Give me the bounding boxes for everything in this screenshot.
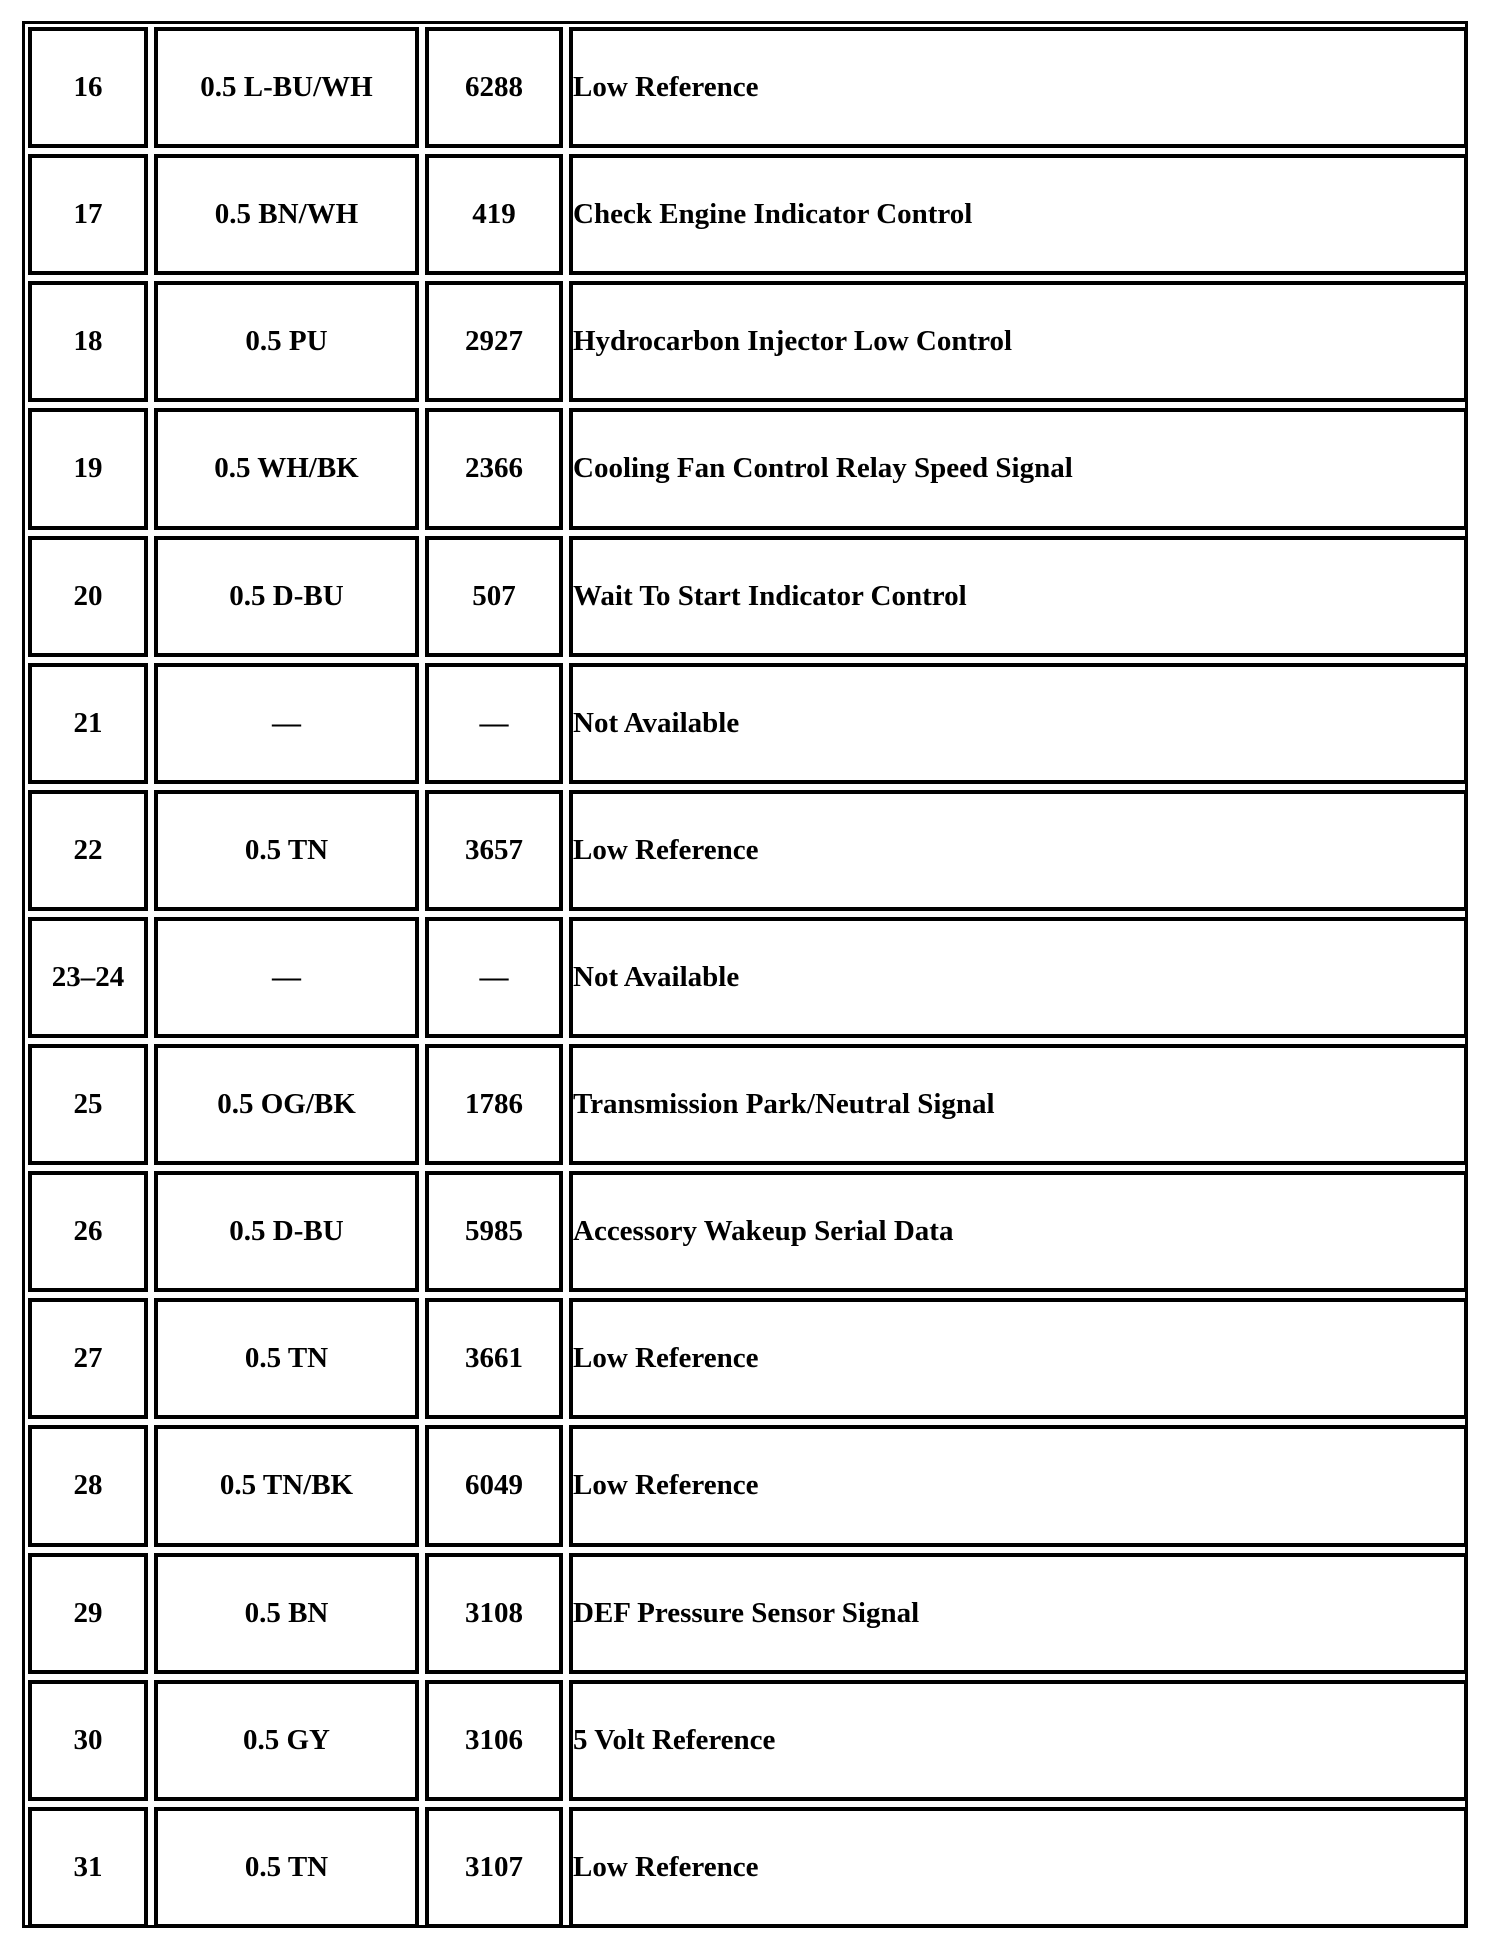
table-row: [28, 1298, 1468, 1419]
circuit-number-cell: 419: [425, 154, 563, 275]
table-row: [28, 790, 1468, 911]
function-description-cell: Transmission Park/Neutral Signal: [569, 1044, 1468, 1165]
wire-size-color-cell: 0.5 D-BU: [154, 536, 419, 657]
pin-number-cell: 17: [28, 154, 148, 275]
wire-size-color-cell: —: [154, 917, 419, 1038]
wire-size-color-cell: 0.5 WH/BK: [154, 408, 419, 529]
pin-number-cell: 22: [28, 790, 148, 911]
wire-size-color-cell: 0.5 TN/BK: [154, 1425, 419, 1546]
circuit-number-cell: 3107: [425, 1807, 563, 1928]
function-description-cell: Low Reference: [569, 790, 1468, 911]
function-description-cell: Hydrocarbon Injector Low Control: [569, 281, 1468, 402]
function-description-cell: Not Available: [569, 663, 1468, 784]
circuit-number-cell: 3108: [425, 1553, 563, 1674]
circuit-number-cell: 507: [425, 536, 563, 657]
table-row: [28, 154, 1468, 275]
pin-number-cell: 16: [28, 27, 148, 148]
pin-number-cell: 28: [28, 1425, 148, 1546]
wire-size-color-cell: 0.5 TN: [154, 1298, 419, 1419]
connector-pinout-table-frame: [22, 21, 1468, 1928]
pinout-table-body: [28, 27, 1468, 1928]
table-row: [28, 1044, 1468, 1165]
table-row: [28, 1680, 1468, 1801]
function-description-cell: Cooling Fan Control Relay Speed Signal: [569, 408, 1468, 529]
table-row: [28, 27, 1468, 148]
pin-number-cell: 18: [28, 281, 148, 402]
wire-size-color-cell: —: [154, 663, 419, 784]
wire-size-color-cell: 0.5 TN: [154, 790, 419, 911]
table-row: [28, 1807, 1468, 1928]
wire-size-color-cell: 0.5 L-BU/WH: [154, 27, 419, 148]
circuit-number-cell: 2927: [425, 281, 563, 402]
table-row: [28, 281, 1468, 402]
function-description-cell: Low Reference: [569, 27, 1468, 148]
circuit-number-cell: 2366: [425, 408, 563, 529]
function-description-cell: Wait To Start Indicator Control: [569, 536, 1468, 657]
function-description-cell: Low Reference: [569, 1807, 1468, 1928]
connector-pinout-table: [22, 21, 1474, 1934]
table-row: [28, 1171, 1468, 1292]
table-row: [28, 663, 1468, 784]
circuit-number-cell: 3106: [425, 1680, 563, 1801]
wire-size-color-cell: 0.5 GY: [154, 1680, 419, 1801]
function-description-cell: DEF Pressure Sensor Signal: [569, 1553, 1468, 1674]
pin-number-cell: 20: [28, 536, 148, 657]
circuit-number-cell: 1786: [425, 1044, 563, 1165]
function-description-cell: Accessory Wakeup Serial Data: [569, 1171, 1468, 1292]
table-row: [28, 408, 1468, 529]
function-description-cell: Check Engine Indicator Control: [569, 154, 1468, 275]
function-description-cell: Not Available: [569, 917, 1468, 1038]
pin-number-cell: 19: [28, 408, 148, 529]
pin-number-cell: 21: [28, 663, 148, 784]
wire-size-color-cell: 0.5 OG/BK: [154, 1044, 419, 1165]
pin-number-cell: 27: [28, 1298, 148, 1419]
table-row: [28, 917, 1468, 1038]
circuit-number-cell: 6288: [425, 27, 563, 148]
function-description-cell: Low Reference: [569, 1298, 1468, 1419]
function-description-cell: Low Reference: [569, 1425, 1468, 1546]
wire-size-color-cell: 0.5 BN: [154, 1553, 419, 1674]
pin-number-cell: 26: [28, 1171, 148, 1292]
wire-size-color-cell: 0.5 D-BU: [154, 1171, 419, 1292]
pin-number-cell: 25: [28, 1044, 148, 1165]
function-description-cell: 5 Volt Reference: [569, 1680, 1468, 1801]
table-row: [28, 536, 1468, 657]
pin-number-cell: 23–24: [28, 917, 148, 1038]
wire-size-color-cell: 0.5 PU: [154, 281, 419, 402]
circuit-number-cell: 3657: [425, 790, 563, 911]
pin-number-cell: 30: [28, 1680, 148, 1801]
wire-size-color-cell: 0.5 BN/WH: [154, 154, 419, 275]
circuit-number-cell: 5985: [425, 1171, 563, 1292]
wire-size-color-cell: 0.5 TN: [154, 1807, 419, 1928]
pin-number-cell: 31: [28, 1807, 148, 1928]
pin-number-cell: 29: [28, 1553, 148, 1674]
circuit-number-cell: 6049: [425, 1425, 563, 1546]
table-row: [28, 1553, 1468, 1674]
circuit-number-cell: —: [425, 663, 563, 784]
table-row: [28, 1425, 1468, 1546]
circuit-number-cell: 3661: [425, 1298, 563, 1419]
circuit-number-cell: —: [425, 917, 563, 1038]
